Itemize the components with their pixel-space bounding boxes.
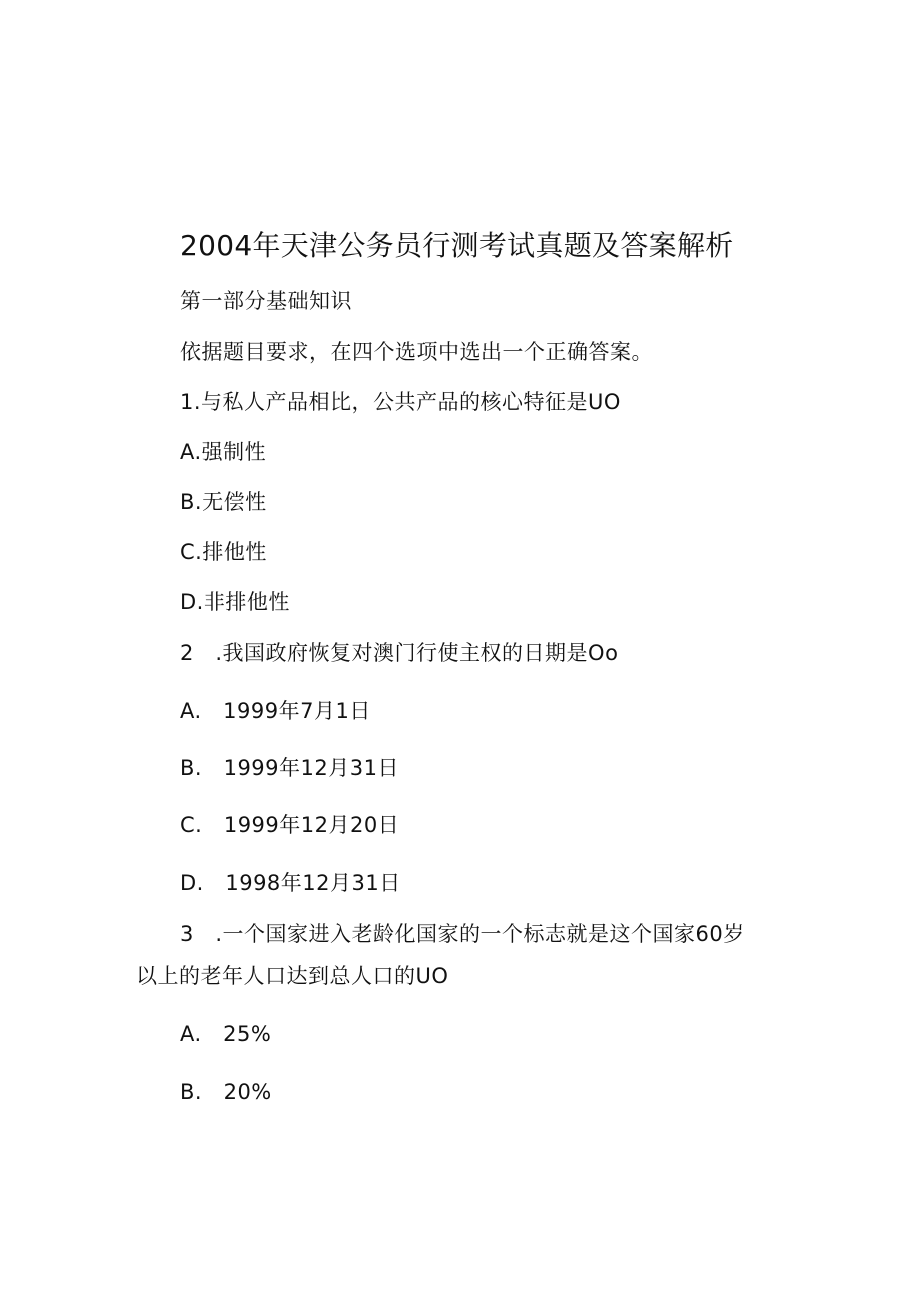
question-1-option-a: A.强制性 bbox=[180, 440, 267, 464]
question-3-stem-line-2: 以上的老年人口达到总人口的UO bbox=[136, 964, 449, 988]
question-2-option-c: C. 1999年12月20日 bbox=[180, 813, 400, 837]
document-title: 2004年天津公务员行测考试真题及答案解析 bbox=[180, 229, 734, 262]
question-1-option-b: B.无偿性 bbox=[180, 490, 267, 514]
question-1-stem: 1.与私人产品相比，公共产品的核心特征是UO bbox=[180, 390, 621, 414]
instruction-text: 依据题目要求，在四个选项中选出一个正确答案。 bbox=[180, 340, 653, 364]
question-2-option-b: B. 1999年12月31日 bbox=[180, 756, 399, 780]
question-1-option-d: D.非排他性 bbox=[180, 590, 290, 614]
section-heading: 第一部分基础知识 bbox=[180, 289, 352, 313]
question-3-stem-line-1: 3 .一个国家进入老龄化国家的一个标志就是这个国家60岁 bbox=[180, 922, 745, 946]
question-1-option-c: C.排他性 bbox=[180, 540, 267, 564]
question-2-stem: 2 .我国政府恢复对澳门行使主权的日期是Oo bbox=[180, 641, 619, 665]
question-3-option-b: B. 20% bbox=[180, 1080, 272, 1104]
question-2-option-d: D. 1998年12月31日 bbox=[180, 871, 401, 895]
question-2-option-a: A. 1999年7月1日 bbox=[180, 699, 371, 723]
question-3-option-a: A. 25% bbox=[180, 1022, 272, 1046]
